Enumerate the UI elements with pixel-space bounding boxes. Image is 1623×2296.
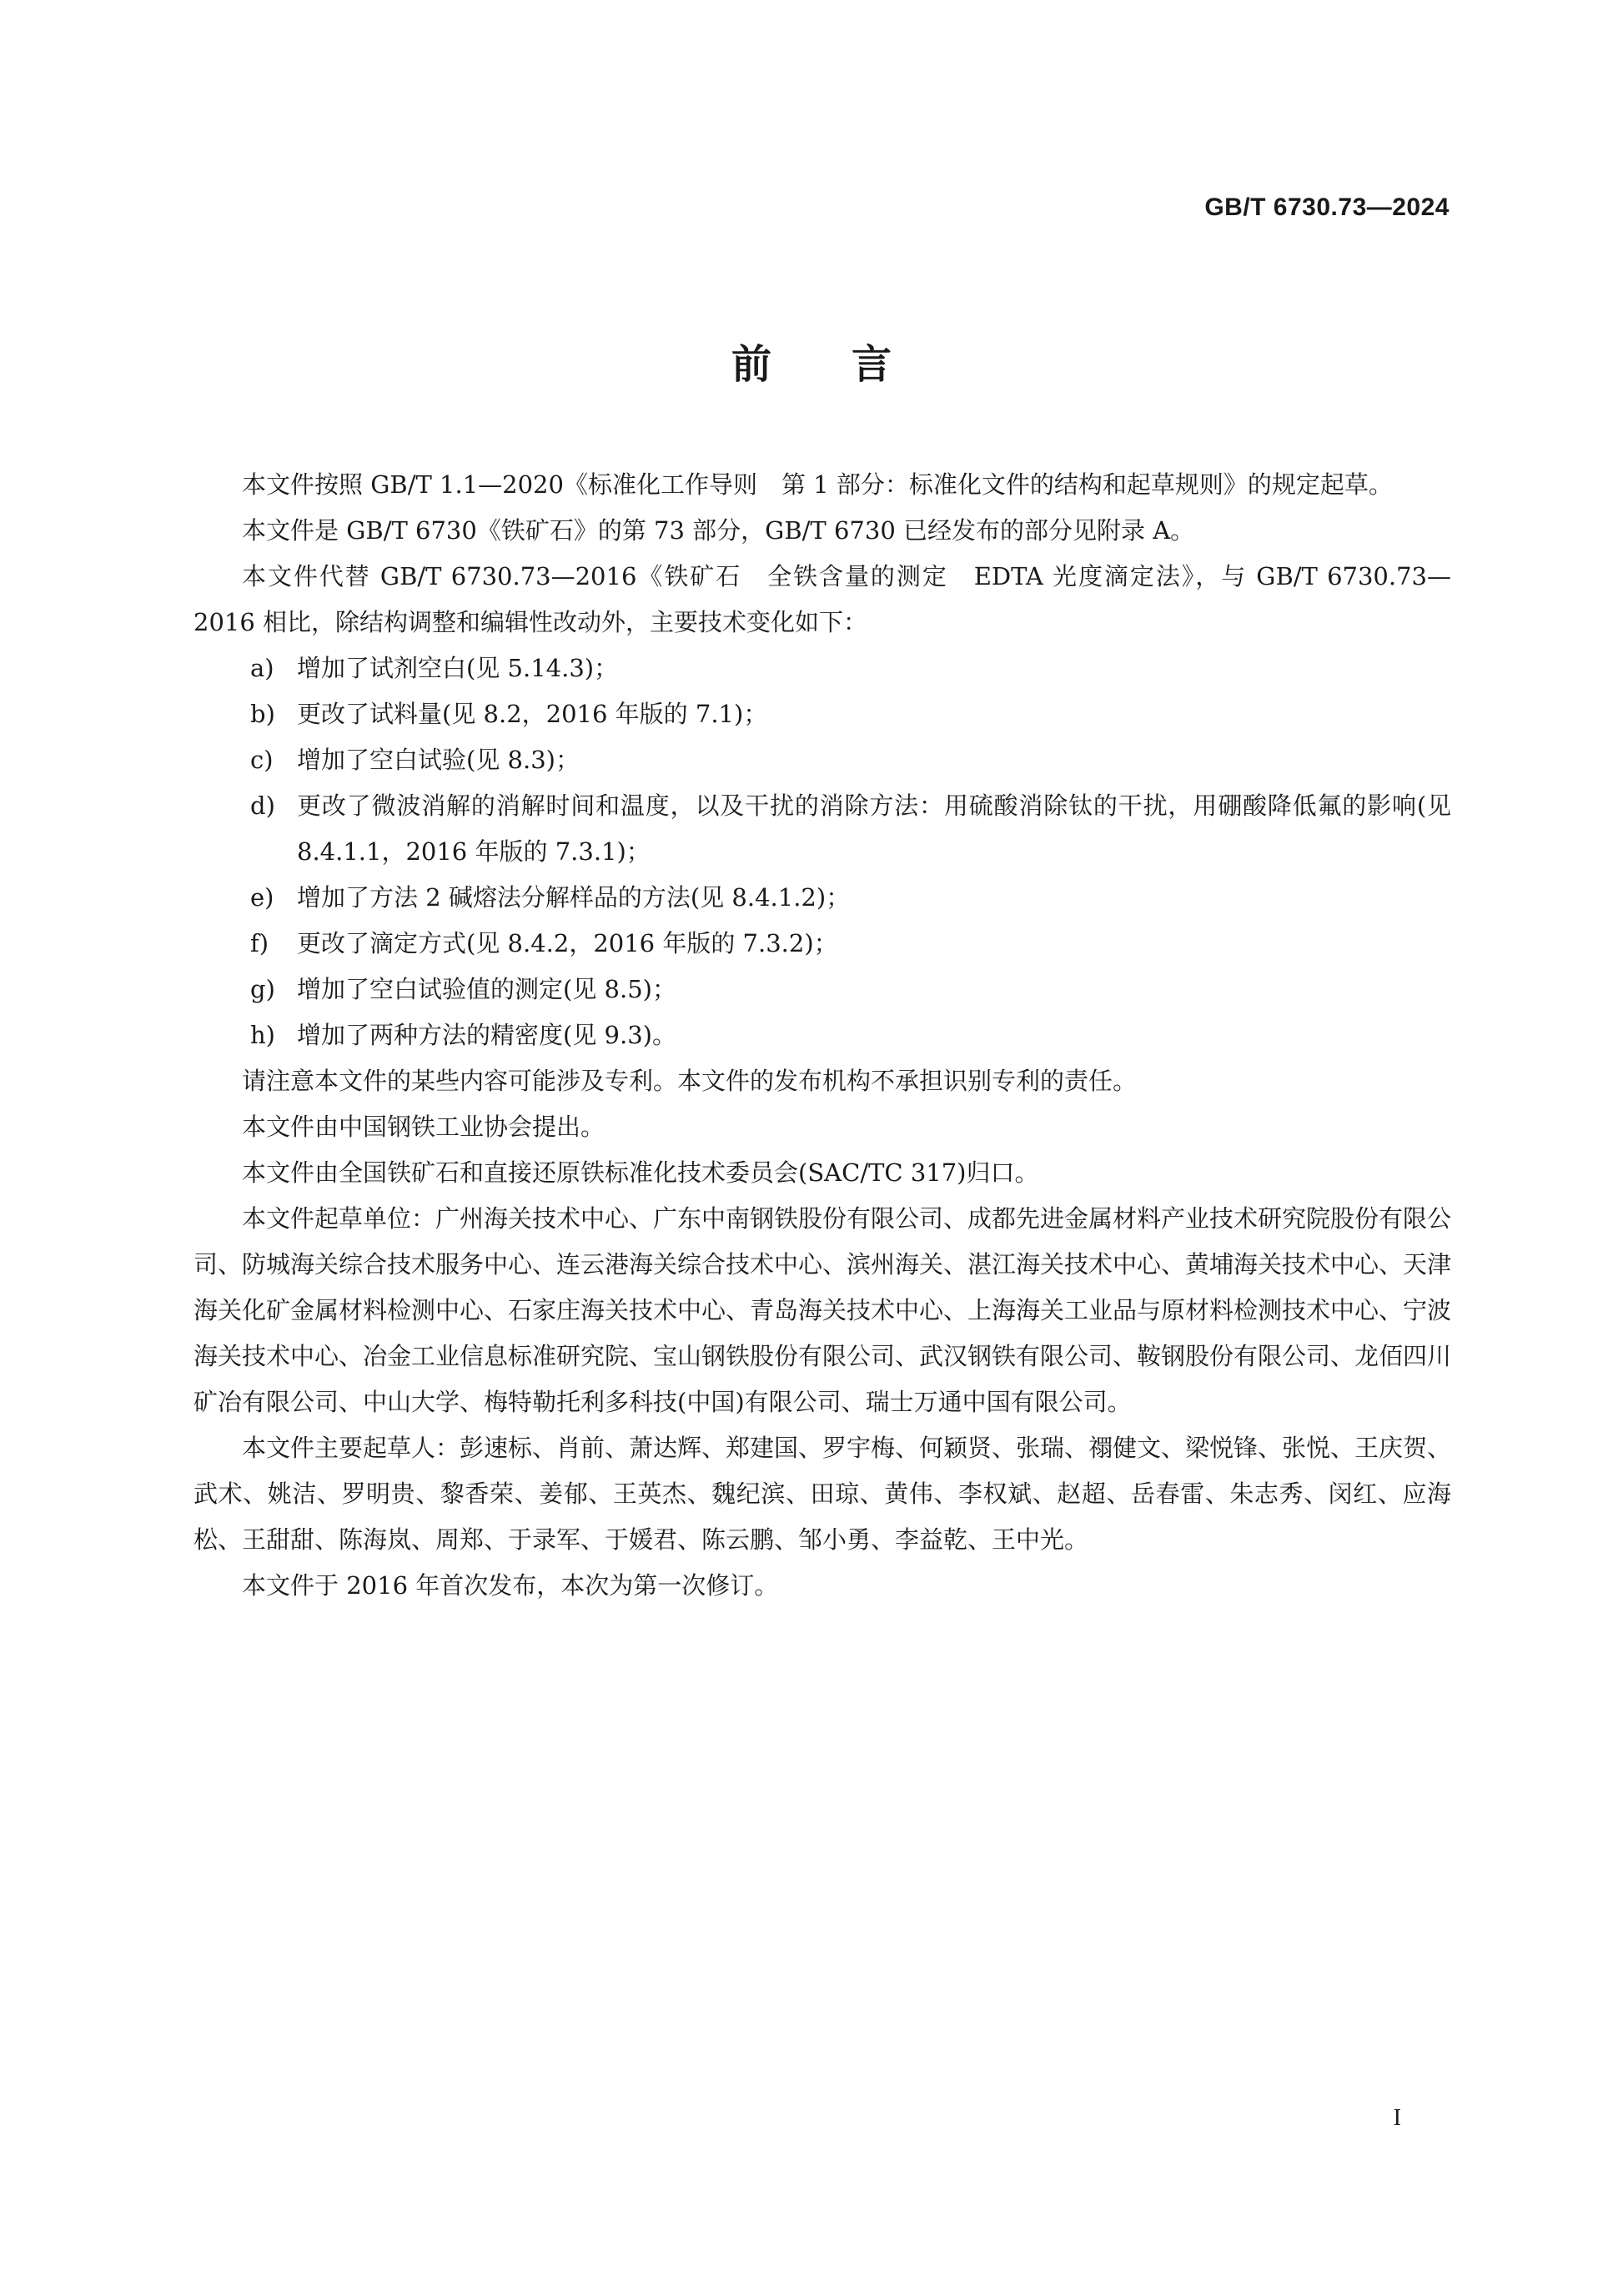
paragraph-committee: 本文件由全国铁矿石和直接还原铁标准化技术委员会(SAC/TC 317)归口。	[242, 1158, 1039, 1187]
paragraph-history: 本文件于 2016 年首次发布，本次为第一次修订。	[242, 1571, 779, 1600]
list-marker: a)	[250, 654, 274, 682]
technical-changes-list	[193, 646, 1451, 1058]
list-marker: g)	[250, 975, 275, 1003]
list-item	[193, 646, 1451, 691]
list-marker: c)	[250, 746, 274, 774]
list-item-text: 更改了微波消解的消解时间和温度，以及干扰的消除方法：用硫酸消除钛的干扰，用硼酸降低氟的影响(见 8.4.1.1，2016 年版的 7.3.1)；	[297, 791, 1451, 866]
list-item-text: 增加了方法 2 碱熔法分解样品的方法(见 8.4.1.2)；	[297, 883, 851, 912]
list-marker: b)	[250, 700, 275, 728]
list-item-text: 增加了空白试验(见 8.3)；	[297, 746, 580, 774]
list-marker: d)	[250, 791, 275, 820]
paragraph-part-info: 本文件是 GB/T 6730《铁矿石》的第 73 部分，GB/T 6730 已经发布的部分见附录 A。	[242, 516, 1195, 545]
foreword-body	[193, 462, 1451, 1609]
list-item-text: 增加了空白试验值的测定(见 8.5)；	[297, 975, 676, 1003]
paragraph-replacement: 本文件代替 GB/T 6730.73—2016《铁矿石 全铁含量的测定 EDTA 光度滴定法》，与 GB/T 6730.73—2016 相比，除结构调整和编辑性改动外，主要技术变化如下：	[193, 562, 1451, 636]
list-marker: h)	[250, 1021, 275, 1049]
paragraph-drafting-rules: 本文件按照 GB/T 1.1—2020《标准化工作导则 第 1 部分：标准化文件的结构和起草规则》的规定起草。	[242, 470, 1393, 499]
list-item	[193, 967, 1451, 1012]
paragraph-drafting-units: 本文件起草单位：广州海关技术中心、广东中南钢铁股份有限公司、成都先进金属材料产业技术研究院股份有限公司、防城海关综合技术服务中心、连云港海关综合技术中心、滨州海关、湛江海关技术中心、黄埔海关技术中心、天津海关化矿金属材料检测中心、石家庄海关技术中心、青岛海关技术中心、上海海关工业品与原材料检测技术中心、宁波海关技术中心、冶金工业信息标准研究院、宝山钢铁股份有限公司、武汉钢铁有限公司、鞍钢股份有限公司、龙佰四川矿冶有限公司、中山大学、梅特勒托利多科技(中国)有限公司、瑞士万通中国有限公司。	[193, 1204, 1452, 1416]
list-item	[193, 783, 1451, 875]
list-item-text: 更改了试料量(见 8.2，2016 年版的 7.1)；	[297, 700, 768, 728]
paragraph-patent-notice: 请注意本文件的某些内容可能涉及专利。本文件的发布机构不承担识别专利的责任。	[242, 1067, 1138, 1095]
list-item	[193, 691, 1451, 737]
list-item-text: 增加了试剂空白(见 5.14.3)；	[297, 654, 619, 682]
list-item	[193, 875, 1451, 921]
paragraph-proposer: 本文件由中国钢铁工业协会提出。	[242, 1113, 605, 1141]
list-marker: f)	[250, 929, 269, 957]
page-number: I	[1393, 2105, 1401, 2131]
list-item	[193, 737, 1451, 783]
list-item	[193, 921, 1451, 967]
standard-code: GB/T 6730.73—2024	[1204, 193, 1450, 221]
list-item-text: 增加了两种方法的精密度(见 9.3)。	[297, 1021, 676, 1049]
paragraph-drafters: 本文件主要起草人：彭速标、肖前、萧达辉、郑建国、罗宇梅、何颖贤、张瑞、禤健文、梁悦锋、张悦、王庆贺、武术、姚洁、罗明贵、黎香荣、姜郁、王英杰、魏纪滨、田琼、黄伟、李权斌、赵超、岳春雷、朱志秀、闵红、应海松、王甜甜、陈海岚、周郑、于录军、于媛君、陈云鹏、邹小勇、李益乾、王中光。	[193, 1434, 1452, 1554]
list-item-text: 更改了滴定方式(见 8.4.2，2016 年版的 7.3.2)；	[297, 929, 838, 957]
page-title: 前言	[731, 341, 972, 388]
list-marker: e)	[250, 883, 274, 912]
list-item	[193, 1012, 1451, 1058]
